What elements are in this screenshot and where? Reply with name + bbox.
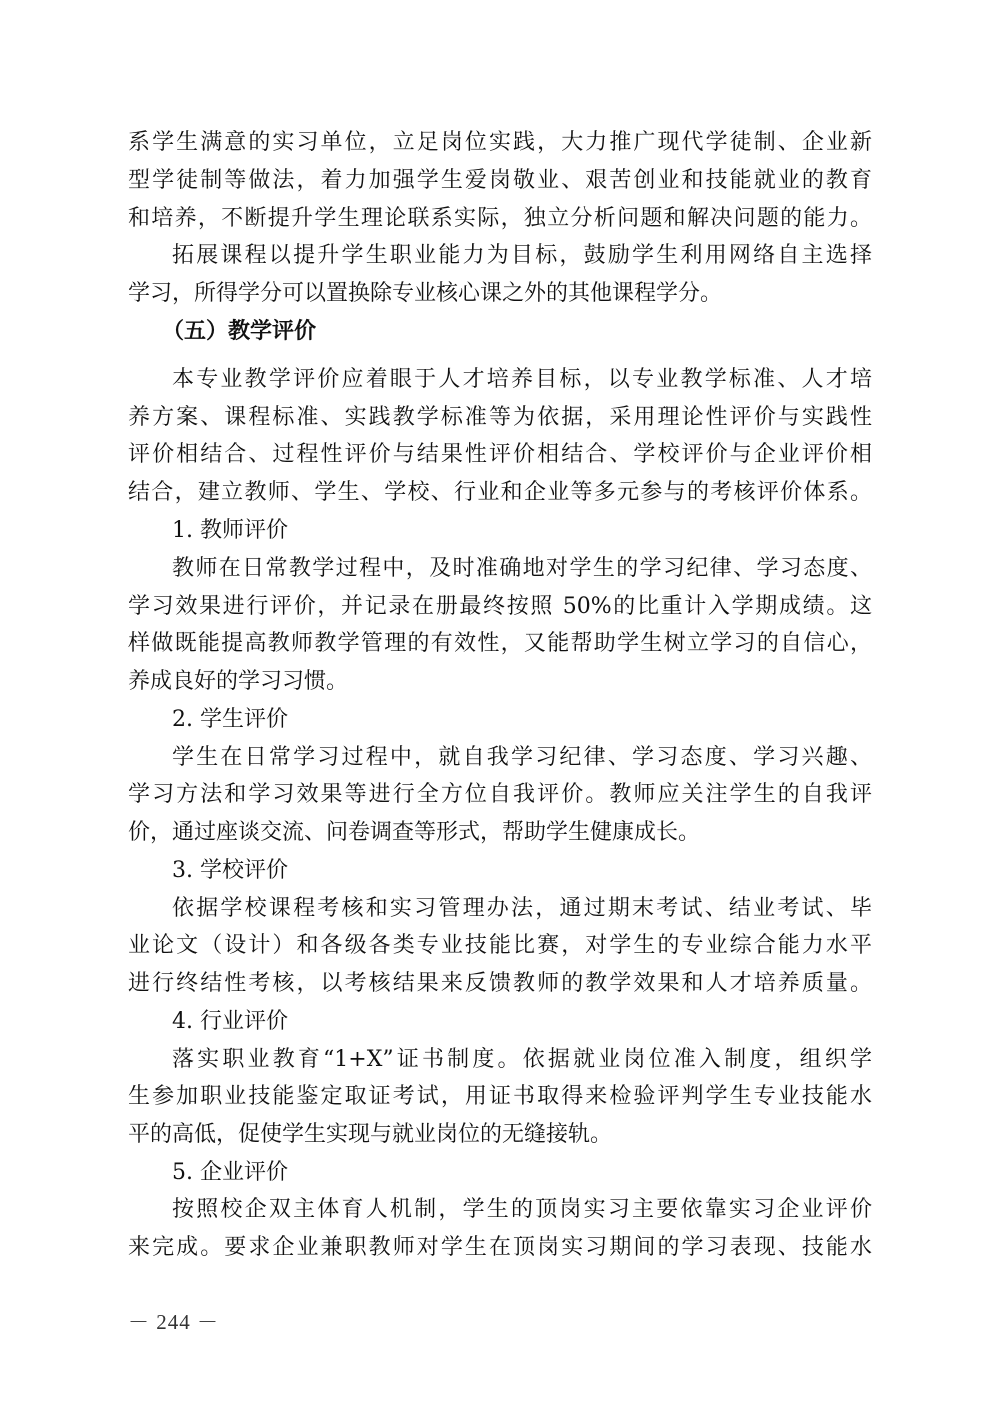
paragraph-line: 拓展课程以提升学生职业能力为目标，鼓励学生利用网络自主选择 [172, 243, 872, 268]
paragraph-line: 结合，建立教师、学生、学校、行业和企业等多元参与的考核评价体系。 [128, 480, 872, 505]
paragraph-line: 学生在日常学习过程中，就自我学习纪律、学习态度、学习兴趣、 [172, 745, 872, 770]
paragraph-line: 进行终结性考核，以考核结果来反馈教师的教学效果和人才培养质量。 [128, 971, 872, 996]
paragraph-line: 价，通过座谈交流、问卷调查等形式，帮助学生健康成长。 [128, 820, 701, 845]
sub-heading: 1. 教师评价 [172, 518, 288, 543]
paragraph-line: 和培养，不断提升学生理论联系实际，独立分析问题和解决问题的能力。 [128, 206, 872, 231]
sub-heading: 3. 学校评价 [172, 858, 288, 883]
sub-heading: 2. 学生评价 [172, 707, 288, 732]
paragraph-line: 评价相结合、过程性评价与结果性评价相结合、学校评价与企业评价相 [128, 442, 872, 467]
paragraph-line: 样做既能提高教师教学管理的有效性，又能帮助学生树立学习的自信心， [128, 631, 872, 656]
paragraph-line: 系学生满意的实习单位，立足岗位实践，大力推广现代学徒制、企业新 [128, 130, 872, 155]
paragraph-line: 依据学校课程考核和实习管理办法，通过期末考试、结业考试、毕 [172, 896, 872, 921]
paragraph-line: 养成良好的学习习惯。 [128, 669, 349, 694]
paragraph-line: 业论文（设计）和各级各类专业技能比赛，对学生的专业综合能力水平 [128, 933, 872, 958]
paragraph-line: 来完成。要求企业兼职教师对学生在顶岗实习期间的学习表现、技能水 [128, 1235, 872, 1260]
sub-heading: 5. 企业评价 [172, 1160, 288, 1185]
section-heading: （五）教学评价 [162, 319, 317, 344]
paragraph-line: 养方案、课程标准、实践教学标准等为依据，采用理论性评价与实践性 [128, 405, 872, 430]
paragraph-line: 学习，所得学分可以置换除专业核心课之外的其他课程学分。 [128, 281, 723, 306]
paragraph-line: 型学徒制等做法，着力加强学生爱岗敬业、艰苦创业和技能就业的教育 [128, 168, 872, 193]
paragraph-line: 平的高低，促使学生实现与就业岗位的无缝接轨。 [128, 1122, 613, 1147]
paragraph-line: 教师在日常教学过程中，及时准确地对学生的学习纪律、学习态度、 [172, 556, 872, 581]
paragraph-line: 按照校企双主体育人机制，学生的顶岗实习主要依靠实习企业评价 [172, 1197, 872, 1222]
paragraph-line: 学习效果进行评价，并记录在册最终按照 50%的比重计入学期成绩。这 [128, 594, 872, 619]
paragraph-line: 学习方法和学习效果等进行全方位自我评价。教师应关注学生的自我评 [128, 782, 872, 807]
sub-heading: 4. 行业评价 [172, 1009, 288, 1034]
paragraph-line: 落实职业教育“1+X”证书制度。依据就业岗位准入制度，组织学 [172, 1047, 872, 1072]
paragraph-line: 本专业教学评价应着眼于人才培养目标，以专业教学标准、人才培 [172, 367, 872, 392]
paragraph-line: 生参加职业技能鉴定取证考试，用证书取得来检验评判学生专业技能水 [128, 1084, 872, 1109]
page-number: － 244 － [128, 1310, 219, 1334]
